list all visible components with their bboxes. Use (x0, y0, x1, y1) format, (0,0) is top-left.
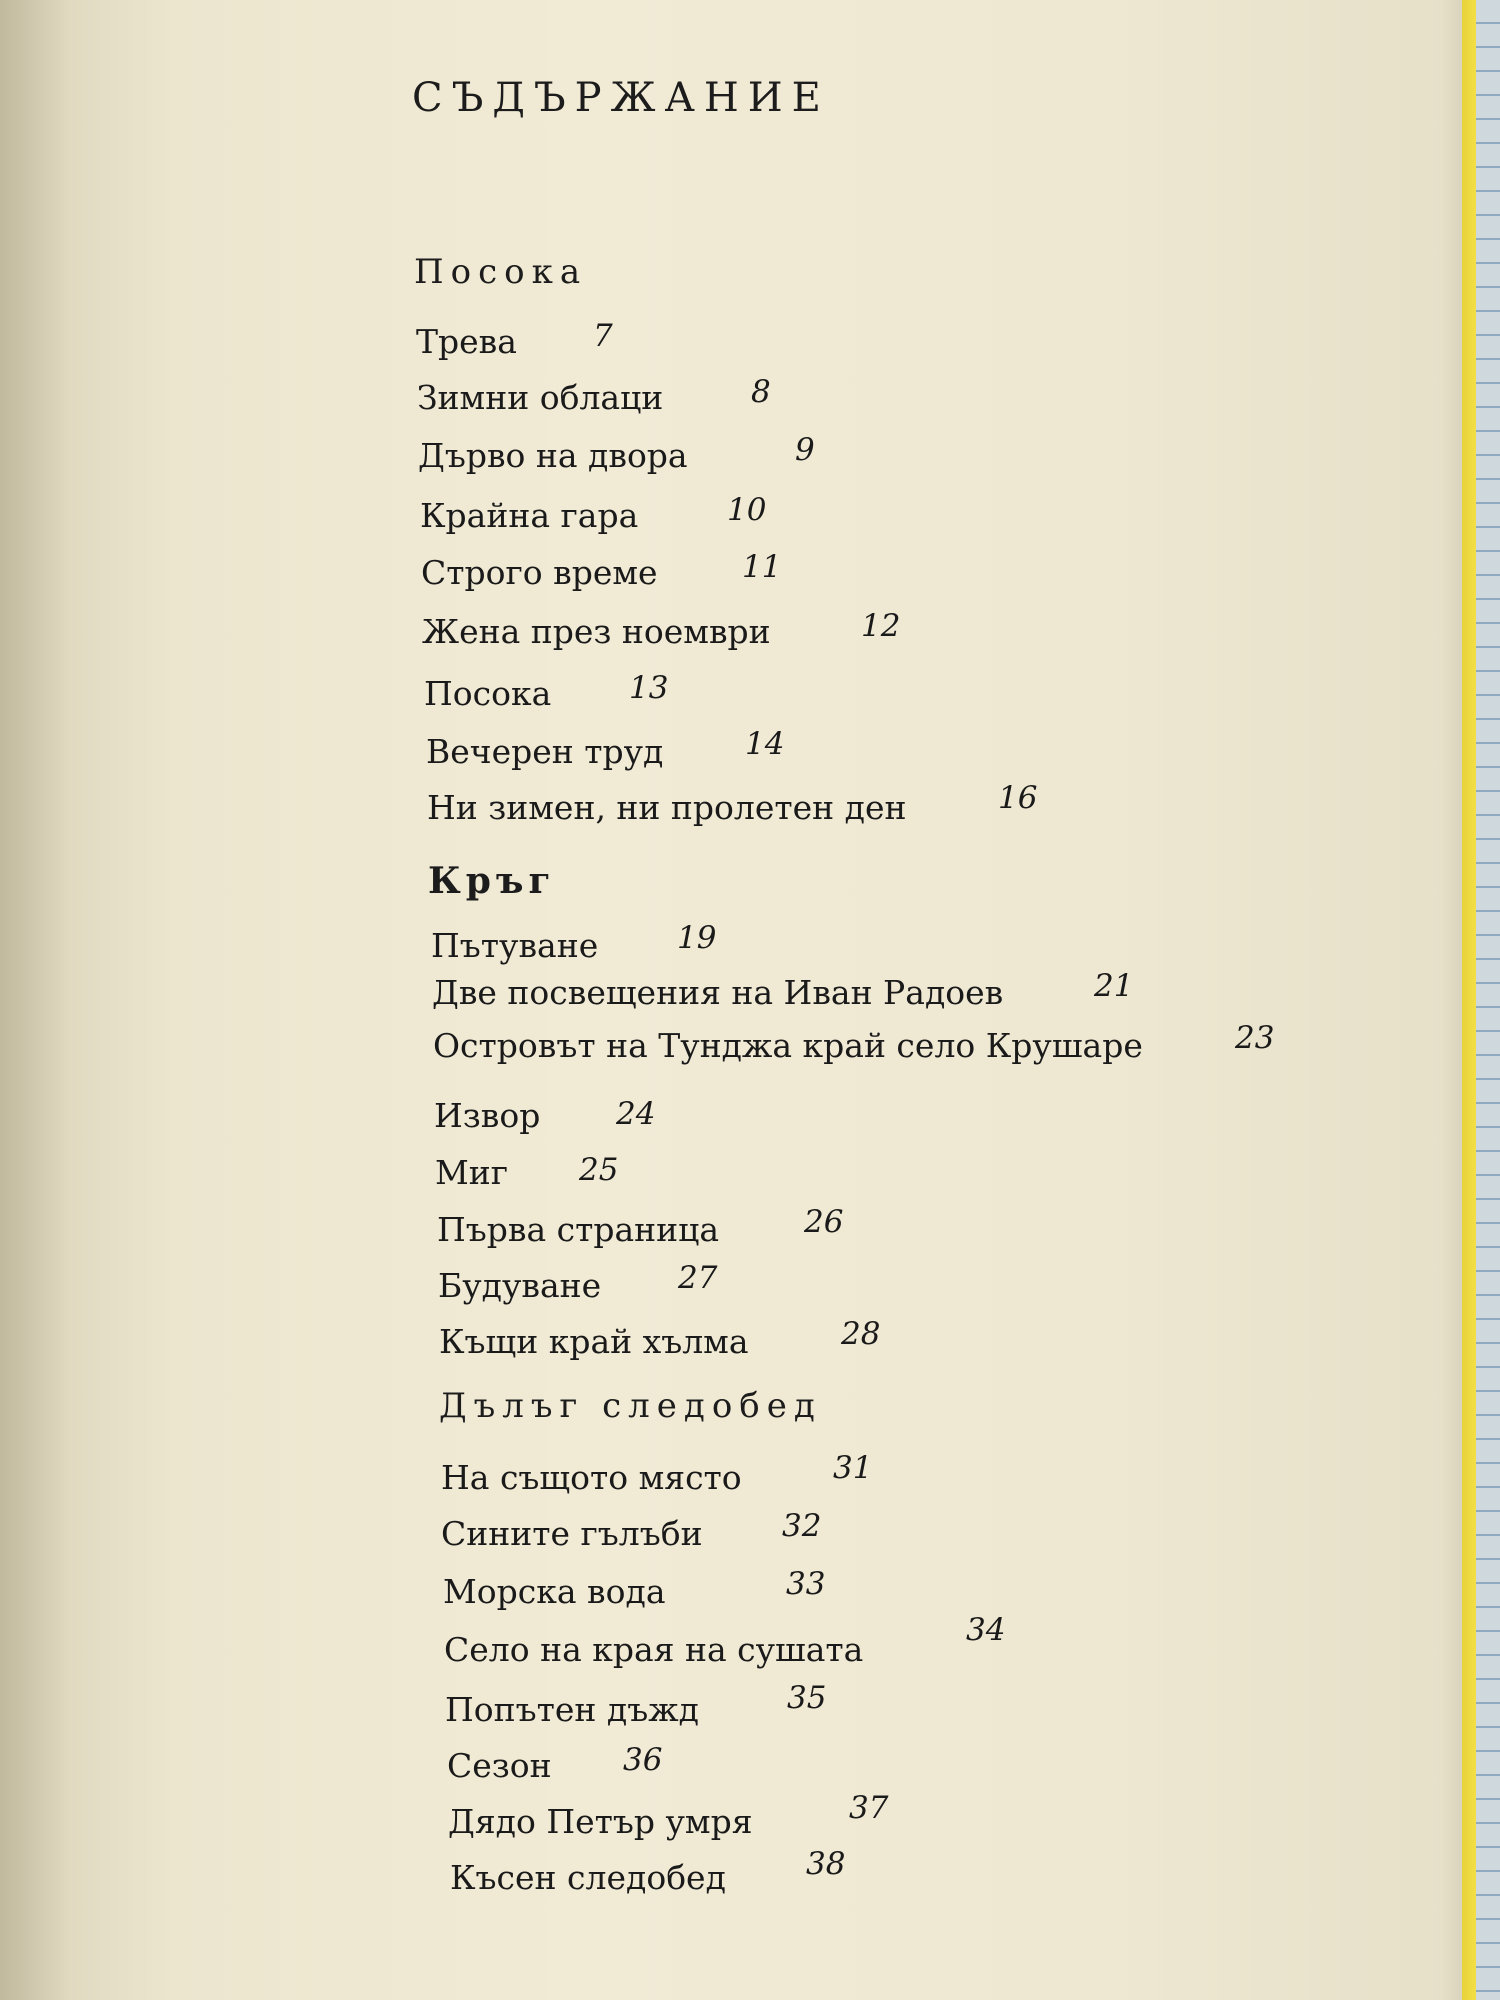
toc-entry-page: 34 (966, 1612, 1006, 1648)
toc-entry-title: Островът на Тунджа край село Крушаре (433, 1026, 1143, 1065)
toc-entry-page: 35 (787, 1680, 827, 1716)
toc-entry-title: Извор (434, 1096, 541, 1135)
toc-entry-page: 27 (678, 1260, 718, 1296)
toc-entry-title: Сините гълъби (441, 1514, 703, 1553)
section-heading: Посока (414, 252, 588, 292)
toc-entry-page: 12 (861, 608, 901, 644)
section-heading: Дълъг следобед (439, 1386, 822, 1426)
toc-entry-title: Пътуване (431, 926, 599, 965)
toc-entry-page: 26 (804, 1204, 844, 1240)
toc-entry-page: 13 (629, 670, 669, 706)
toc-entry-title: Село на края на сушата (444, 1630, 864, 1669)
toc-entry-page: 9 (795, 432, 815, 468)
toc-entry-title: Вечерен труд (426, 732, 664, 771)
toc-entry-page: 24 (616, 1096, 656, 1132)
yellow-cover-edge (1462, 0, 1476, 2000)
toc-entry-page: 14 (745, 726, 785, 762)
toc-entry-title: Дърво на двора (418, 436, 688, 475)
toc-entry-title: Ни зимен, ни пролетен ден (427, 788, 907, 827)
toc-entry-title: Посока (424, 674, 552, 713)
page-gutter-shadow (0, 0, 70, 2000)
toc-entry-title: Две посвещения на Иван Радоев (432, 973, 1004, 1012)
toc-entry-title: Трева (416, 322, 517, 361)
toc-entry-page: 8 (751, 374, 771, 410)
page-title: СЪДЪРЖАНИЕ (412, 75, 830, 121)
toc-entry-title: Крайна гара (420, 496, 639, 535)
toc-entry-title: Късен следобед (450, 1858, 726, 1897)
page-edge (1440, 0, 1464, 2000)
toc-entry-page: 10 (727, 492, 767, 528)
toc-entry-title: Попътен дъжд (445, 1690, 699, 1729)
toc-entry-title: На същото място (441, 1458, 742, 1497)
toc-entry-page: 19 (677, 920, 717, 956)
toc-entry-title: Къщи край хълма (439, 1322, 749, 1361)
toc-entry-title: Миг (435, 1153, 509, 1192)
toc-entry-page: 25 (579, 1152, 619, 1188)
toc-entry-title: Строго време (421, 553, 658, 592)
toc-entry-page: 7 (593, 318, 613, 354)
toc-entry-page: 37 (849, 1790, 889, 1826)
toc-entry-title: Първа страница (437, 1210, 720, 1249)
toc-entry-title: Дядо Петър умря (448, 1802, 753, 1841)
lined-paper-edge (1476, 0, 1500, 2000)
toc-entry-title: Будуване (438, 1266, 602, 1305)
toc-entry-page: 32 (782, 1508, 822, 1544)
toc-entry-title: Сезон (447, 1746, 552, 1785)
toc-entry-page: 38 (806, 1846, 846, 1882)
toc-entry-page: 31 (833, 1450, 873, 1486)
toc-entry-title: Жена през ноември (422, 612, 771, 651)
toc-entry-title: Зимни облаци (417, 378, 664, 417)
section-heading: Кръг (428, 860, 556, 902)
toc-entry-page: 16 (998, 780, 1038, 816)
toc-entry-title: Морска вода (443, 1572, 666, 1611)
toc-entry-page: 28 (841, 1316, 881, 1352)
toc-entry-page: 23 (1235, 1020, 1275, 1056)
toc-entry-page: 36 (623, 1742, 663, 1778)
toc-entry-page: 21 (1094, 968, 1134, 1004)
toc-entry-page: 11 (742, 549, 782, 585)
toc-entry-page: 33 (786, 1566, 826, 1602)
